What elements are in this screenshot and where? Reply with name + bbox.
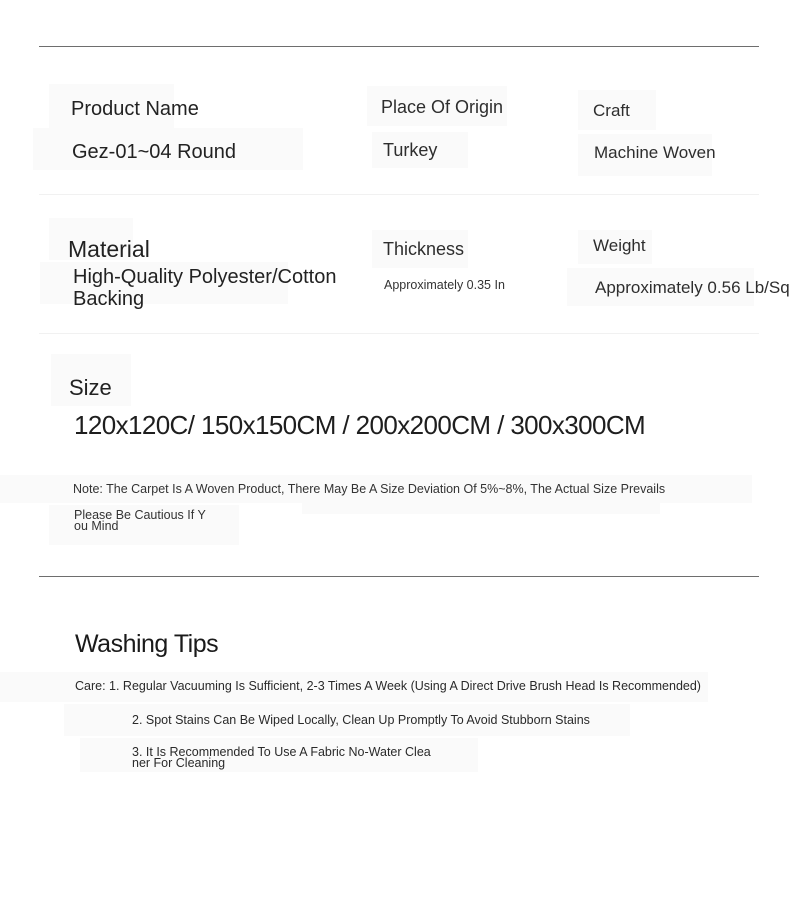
care-tip-3: 3. It Is Recommended To Use A Fabric No-Water Clea [132, 745, 431, 759]
thickness-label: Thickness [383, 239, 465, 259]
caution-text: Please Be Cautious If Y [74, 508, 206, 522]
weight-value: Approximately 0.56 Lb/Sq [595, 278, 790, 297]
care-tip-1: Care: 1. Regular Vacuuming Is Sufficient, 2-3 Times A Week (Using A Direct Drive Brush Head Is Recommended) [75, 679, 701, 693]
material-label: Material [68, 236, 150, 262]
note-bg [302, 500, 660, 514]
caution-text-cont: ou Mind [74, 519, 119, 533]
craft-value: Machine Woven [594, 143, 716, 162]
row-divider [39, 194, 759, 195]
craft-label: Craft [593, 101, 630, 120]
size-note: Note: The Carpet Is A Woven Product, There May Be A Size Deviation Of 5%~8%, The Actual Size Prevails [73, 482, 666, 496]
material-value: High-Quality Polyester/Cotton [73, 266, 337, 288]
washing-tips-title: Washing Tips [75, 630, 219, 658]
weight-label: Weight [593, 236, 646, 255]
product-name-value: Gez-01~04 Round [72, 141, 237, 163]
section-divider [39, 576, 759, 577]
place-of-origin-label: Place Of Origin [381, 97, 504, 117]
size-label: Size [69, 375, 112, 400]
thickness-value: Approximately 0.35 In [384, 278, 505, 292]
size-options: 120x120C/ 150x150CM / 200x200CM / 300x300CM [74, 410, 646, 440]
product-name-label: Product Name [71, 98, 199, 120]
row-divider [39, 333, 759, 334]
top-divider [39, 46, 759, 47]
care-tip-3-cont: ner For Cleaning [132, 756, 226, 770]
care-tip-2: 2. Spot Stains Can Be Wiped Locally, Clean Up Promptly To Avoid Stubborn Stains [132, 713, 590, 727]
place-of-origin-value: Turkey [383, 140, 438, 160]
material-value-cont: Backing [73, 288, 145, 310]
